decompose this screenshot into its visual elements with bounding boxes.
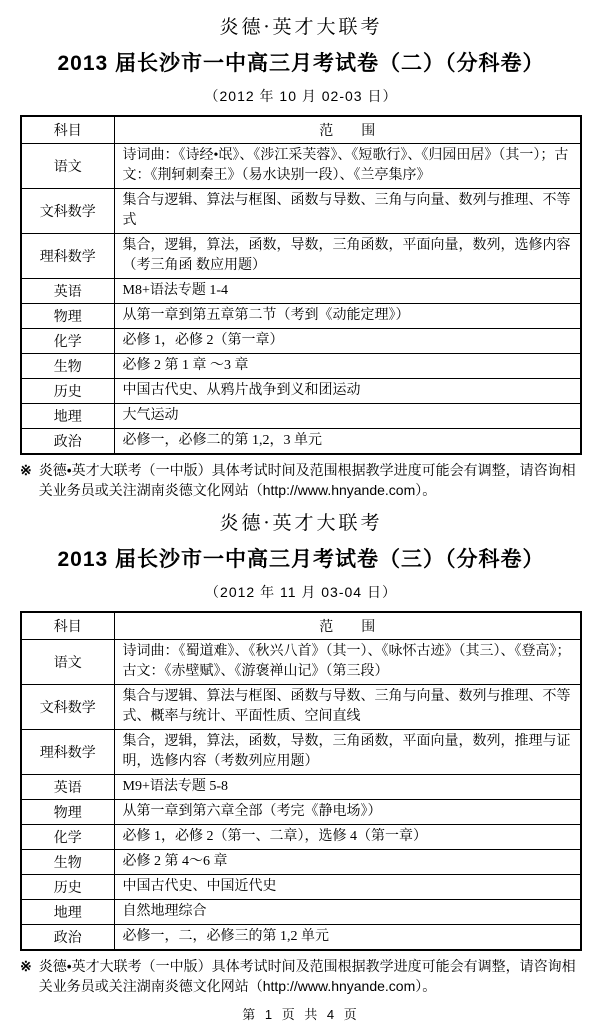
scope-cell: 诗词曲：《蜀道难》、《秋兴八首》（其一）、《咏怀古迹》（其三）、《登高》；古文：《赤壁赋》、《游褒禅山记》（第三段） <box>114 639 581 684</box>
table-row <box>21 233 581 278</box>
subject-cell: 物理 <box>21 799 114 824</box>
exam-section-3 <box>20 512 582 996</box>
table-header-row <box>21 612 581 640</box>
subject-cell: 英语 <box>21 278 114 303</box>
scope-cell: 诗词曲：《诗经•氓》、《涉江采芙蓉》、《短歌行》、《归园田居》（其一）；古文：《荆轲刺秦王》（易水诀别一段）、《兰亭集序》 <box>114 143 581 188</box>
table-row <box>21 874 581 899</box>
scope-cell: 必修 1，必修 2（第一章） <box>114 328 581 353</box>
subject-cell: 文科数学 <box>21 188 114 233</box>
table-row <box>21 328 581 353</box>
scope-cell: 集合，逻辑，算法，函数，导数，三角函数，平面向量，数列，选修内容（考三角函 数应用题） <box>114 233 581 278</box>
column-header-subject: 科目 <box>21 116 114 144</box>
subject-cell: 理科数学 <box>21 233 114 278</box>
note <box>20 460 582 500</box>
scope-cell: 必修 1，必修 2（第一、二章），选修 4（第一章） <box>114 824 581 849</box>
table-header-row <box>21 116 581 144</box>
subject-cell: 物理 <box>21 303 114 328</box>
table-row <box>21 639 581 684</box>
subject-cell: 政治 <box>21 924 114 950</box>
note <box>20 956 582 996</box>
scope-cell: 中国古代史、中国近代史 <box>114 874 581 899</box>
table-row <box>21 824 581 849</box>
column-header-scope: 范 围 <box>114 612 581 640</box>
scope-cell: 必修 2 第 1 章 ～3 章 <box>114 353 581 378</box>
subject-cell: 地理 <box>21 899 114 924</box>
subject-cell: 生物 <box>21 353 114 378</box>
scope-cell: 必修 2 第 4～6 章 <box>114 849 581 874</box>
subject-cell: 文科数学 <box>21 684 114 729</box>
subject-cell: 历史 <box>21 874 114 899</box>
table-row <box>21 378 581 403</box>
subject-cell: 理科数学 <box>21 729 114 774</box>
page-number: 第 1 页 共 4 页 <box>242 1006 360 1022</box>
table-row <box>21 278 581 303</box>
table-row <box>21 303 581 328</box>
scope-cell: 中国古代史、从鸦片战争到义和团运动 <box>114 378 581 403</box>
brand-title: 炎德·英才大联考 <box>219 511 383 534</box>
subject-cell: 政治 <box>21 428 114 454</box>
table-row <box>21 143 581 188</box>
subjects-table <box>20 611 582 951</box>
scope-cell: 大气运动 <box>114 403 581 428</box>
scope-cell: 必修一，二，必修三的第 1,2 单元 <box>114 924 581 950</box>
scope-cell: M9+语法专题 5-8 <box>114 774 581 799</box>
column-header-scope: 范 围 <box>114 116 581 144</box>
scope-cell: M8+语法专题 1-4 <box>114 278 581 303</box>
table-row <box>21 849 581 874</box>
note-text: 炎德•英才大联考（一中版）具体考试时间及范围根据教学进度可能会有调整，请咨询相关业务员或关注湖南炎德文化网站（http://www.hnyande.com）。 <box>38 461 576 498</box>
subject-cell: 历史 <box>21 378 114 403</box>
table-row <box>21 428 581 454</box>
table-row <box>21 899 581 924</box>
table-row <box>21 353 581 378</box>
subject-cell: 生物 <box>21 849 114 874</box>
exam-section-2 <box>20 16 582 500</box>
subjects-table <box>20 115 582 455</box>
exam-title: 2013 届长沙市一中高三月考试卷（二）（分科卷） <box>57 51 545 75</box>
subject-cell: 英语 <box>21 774 114 799</box>
table-row <box>21 684 581 729</box>
exam-date: （2012 年 11 月 03-04 日） <box>205 583 397 600</box>
table-row <box>21 774 581 799</box>
scope-cell: 必修一，必修二的第 1,2，3 单元 <box>114 428 581 454</box>
column-header-subject: 科目 <box>21 612 114 640</box>
exam-date: （2012 年 10 月 02-03 日） <box>204 87 398 104</box>
table-row <box>21 799 581 824</box>
table-row <box>21 924 581 950</box>
scope-cell: 集合与逻辑、算法与框图、函数与导数、三角与向量、数列与推理、不等式、概率与统计、平面性质、空间直线 <box>114 684 581 729</box>
table-row <box>21 188 581 233</box>
reference-mark: ※ <box>20 957 32 974</box>
brand-title: 炎德·英才大联考 <box>219 16 383 38</box>
scope-cell: 集合与逻辑、算法与框图、函数与导数、三角与向量、数列与推理、不等式 <box>114 188 581 233</box>
table-row <box>21 729 581 774</box>
subject-cell: 地理 <box>21 403 114 428</box>
note-text: 炎德•英才大联考（一中版）具体考试时间及范围根据教学进度可能会有调整，请咨询相关业务员或关注湖南炎德文化网站（http://www.hnyande.com）。 <box>38 957 576 994</box>
subject-cell: 语文 <box>21 639 114 684</box>
subject-cell: 语文 <box>21 143 114 188</box>
scope-cell: 自然地理综合 <box>114 899 581 924</box>
scope-cell: 集合，逻辑，算法，函数，导数，三角函数，平面向量，数列，推理与证明，选修内容（考数列应用题） <box>114 729 581 774</box>
subject-cell: 化学 <box>21 824 114 849</box>
scope-cell: 从第一章到第六章全部（考完《静电场》） <box>114 799 581 824</box>
scope-cell: 从第一章到第五章第二节（考到《动能定理》） <box>114 303 581 328</box>
exam-title: 2013 届长沙市一中高三月考试卷（三）（分科卷） <box>57 547 545 571</box>
reference-mark: ※ <box>20 461 32 478</box>
subject-cell: 化学 <box>21 328 114 353</box>
table-row <box>21 403 581 428</box>
